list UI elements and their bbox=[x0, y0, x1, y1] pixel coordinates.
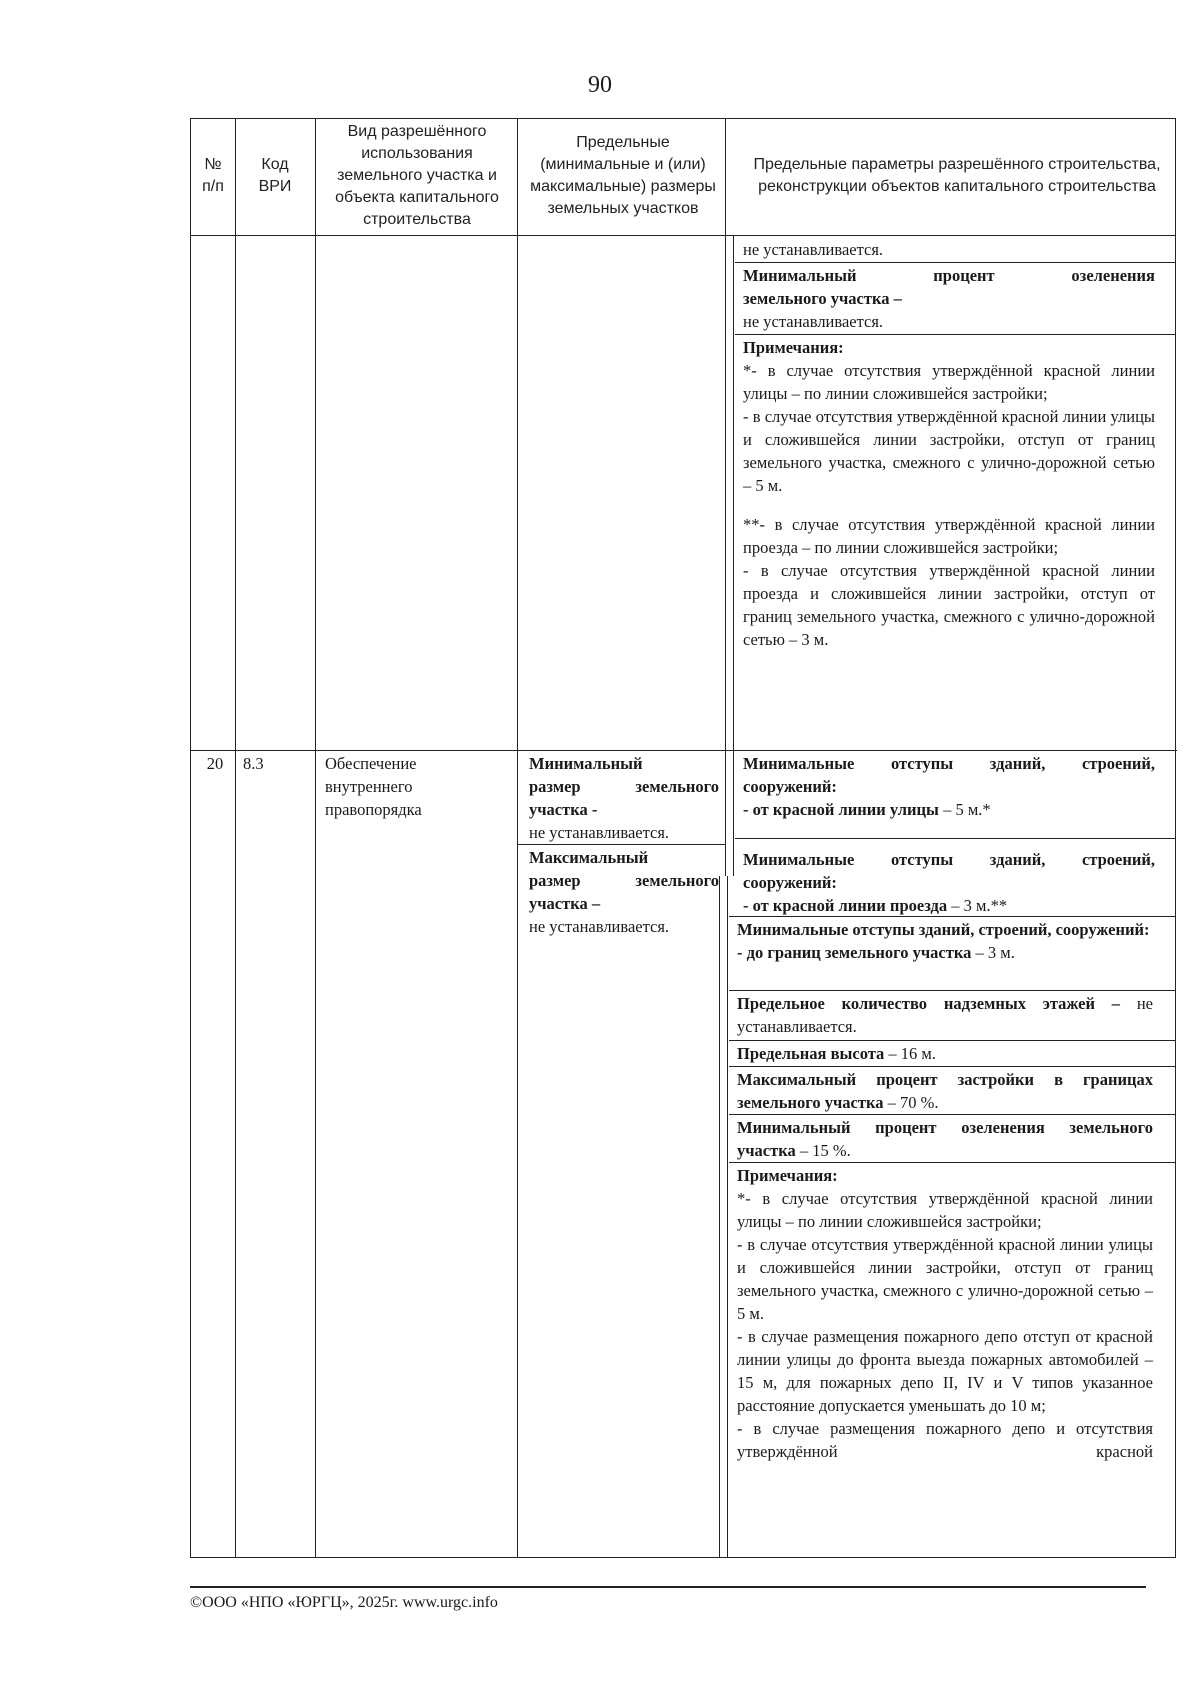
page-number: 90 bbox=[588, 72, 612, 98]
row-divider bbox=[729, 916, 1175, 917]
cont-line: не устанавливается. bbox=[743, 240, 884, 259]
row20-param-2: Минимальные отступы зданий, строений, сооружений: - от красной линии проезда – 3 м.** bbox=[743, 850, 1155, 915]
row20-max-size: Максимальный размер земельного участка – не устанавливается. bbox=[529, 848, 719, 936]
header-build-params: Предельные параметры разрешённого строительства, реконструкции объектов капитального строительства bbox=[753, 156, 1161, 195]
cont-green-block bbox=[743, 264, 1155, 333]
row20-use-type: Обеспечение внутреннего правопорядка bbox=[325, 754, 422, 819]
row-divider bbox=[729, 1114, 1175, 1115]
col-divider bbox=[725, 236, 726, 876]
row-divider bbox=[191, 750, 1177, 751]
cont-green-title: Минимальный процент озеленения bbox=[743, 266, 1155, 285]
row20-num: 20 bbox=[206, 754, 224, 773]
row20-param-4: Предельное количество надземных этажей – не устанавливается. bbox=[737, 994, 1153, 1036]
col-divider bbox=[719, 876, 720, 1558]
row-divider bbox=[735, 334, 1175, 335]
row20-notes-title: Примечания: bbox=[737, 1166, 838, 1185]
cont-note-3: **- в случае отсутствия утверждённой красной линии проезда – по линии сложившейся застройки; bbox=[743, 515, 1155, 557]
col-divider bbox=[725, 118, 726, 236]
cont-note-1: *- в случае отсутствия утверждённой красной линии улицы – по линии сложившейся застройки; bbox=[743, 361, 1155, 403]
cont-note-2: - в случае отсутствия утверждённой красной линии улицы и сложившейся линии застройки, отступ от границ земельного участка, смежного с улично-дорожной сетью – 5 м. bbox=[743, 407, 1155, 495]
row20-param-1: Минимальные отступы зданий, строений, сооружений: - от красной линии улицы – 5 м.* bbox=[743, 754, 1155, 819]
header-code: Код ВРИ bbox=[258, 156, 292, 195]
row20-note-4: - в случае размещения пожарного депо и отсутствия утверждённой красной bbox=[737, 1419, 1153, 1461]
row20-note-1: *- в случае отсутствия утверждённой красной линии улицы – по линии сложившейся застройки; bbox=[737, 1189, 1153, 1231]
col-divider bbox=[733, 236, 734, 876]
row20-param-6: Максимальный процент застройки в границах земельного участка – 70 %. bbox=[737, 1070, 1153, 1112]
col-divider bbox=[235, 118, 236, 1558]
row20-note-2: - в случае отсутствия утверждённой красной линии улицы и сложившейся линии застройки, отступ от границ земельного участка, смежного с улично-дорожной сетью – 5 м. bbox=[737, 1235, 1153, 1323]
row-divider bbox=[735, 262, 1175, 263]
row20-param-5: Предельная высота – 16 м. bbox=[737, 1044, 936, 1063]
row-divider bbox=[729, 1162, 1175, 1163]
cont-notes-title: Примечания: bbox=[743, 338, 844, 357]
header-use-type: Вид разрешённого использования земельного участка и объекта капитального строительства bbox=[335, 123, 499, 228]
footer-rule bbox=[190, 1586, 1146, 1588]
row20-notes bbox=[737, 1164, 1153, 1463]
col-divider bbox=[727, 876, 728, 1558]
footer-copyright: ©ООО «НПО «ЮРГЦ», 2025г. www.urgc.info bbox=[190, 1594, 498, 1611]
row-divider bbox=[735, 838, 1175, 839]
cont-notes bbox=[743, 336, 1155, 651]
cont-note-4: - в случае отсутствия утверждённой красной линии проезда и сложившейся линии застройки, отступ от границ земельного участка, смежного с улично-дорожной сетью – 3 м. bbox=[743, 561, 1155, 649]
cont-green-value: не устанавливается. bbox=[743, 312, 884, 331]
row20-param-7: Минимальный процент озеленения земельного участка – 15 %. bbox=[737, 1118, 1153, 1160]
header-num: № п/п bbox=[202, 156, 224, 195]
cont-green-title2: земельного участка – bbox=[743, 289, 902, 308]
header-plot-size: Предельные (минимальные и (или) максимальные) размеры земельных участков bbox=[530, 134, 716, 217]
row20-note-3: - в случае размещения пожарного депо отступ от красной линии улицы до фронта выезда пожарных автомобилей – 15 м, для пожарных депо II, IV и V типов указанное расстояние допускается уменьшать до 10 м; bbox=[737, 1327, 1153, 1415]
col-divider bbox=[517, 118, 518, 1558]
row20-code: 8.3 bbox=[243, 754, 264, 773]
col-divider bbox=[315, 118, 316, 1558]
row-divider bbox=[517, 844, 725, 845]
row-divider bbox=[729, 990, 1175, 991]
regulations-table bbox=[190, 118, 1176, 1558]
row-divider bbox=[729, 1066, 1175, 1067]
row20-min-size: Минимальный размер земельного участка - не устанавливается. bbox=[529, 754, 719, 842]
row20-param-3: Минимальные отступы зданий, строений, сооружений: - до границ земельного участка – 3 м. bbox=[737, 920, 1150, 962]
row-divider bbox=[729, 1040, 1175, 1041]
